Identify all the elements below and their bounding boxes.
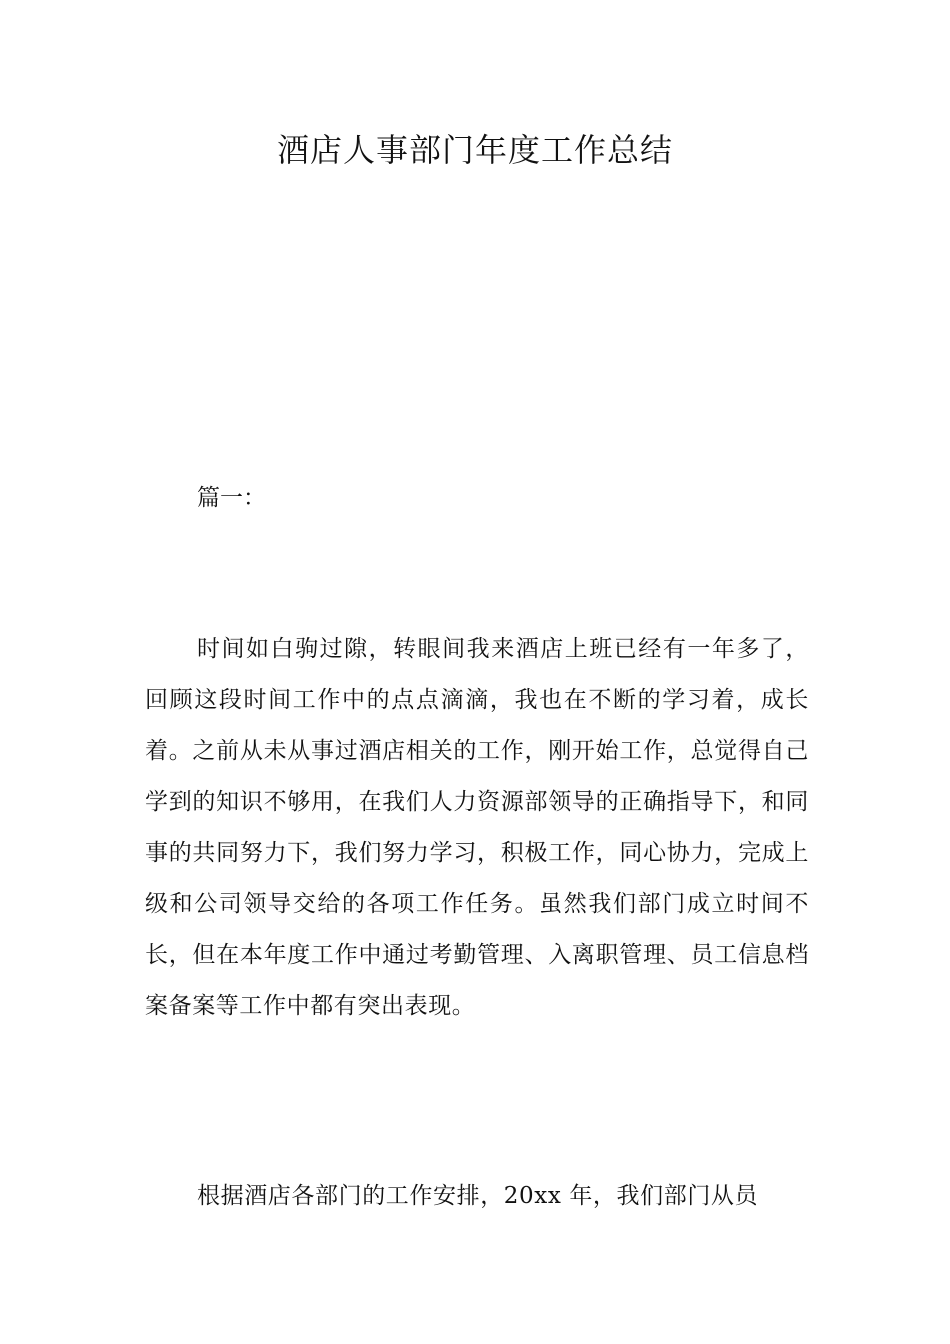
- section-label: 篇一：: [197, 485, 266, 511]
- paragraph-2: 根据酒店各部门的工作安排，20xx 年，我们部门从员: [197, 1183, 759, 1209]
- document-title: 酒店人事部门年度工作总结: [276, 131, 673, 169]
- paragraph-1: 时间如白驹过隙，转眼间我来酒店上班已经有一年多了，回顾这段时间工作中的点点滴滴，我也在不断的学习着，成长着。之前从未从事过酒店相关的工作，刚开始工作，总觉得自己学到的知识不够用，在我们人力资源部领导的正确指导下，和同事的共同努力下，我们努力学习，积极工作，同心协力，完成上级和公司领导交给的各项工作任务。虽然我们部门成立时间不长，但在本年度工作中通过考勤管理、入离职管理、员工信息档案备案等工作中都有突出表现。: [145, 636, 809, 1019]
